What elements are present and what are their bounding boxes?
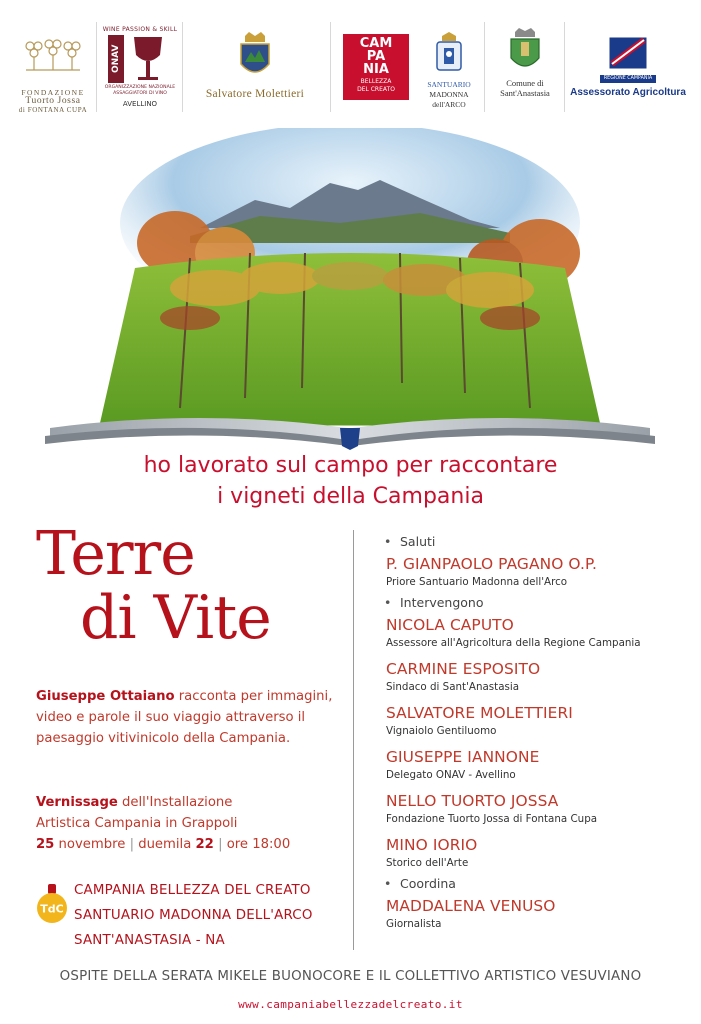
tagline	[0, 450, 701, 512]
fondazione-line2: Tuorto Jossa	[25, 96, 81, 106]
title-line2: di Vite	[80, 583, 271, 653]
santuario-l2: MADONNA	[429, 90, 469, 99]
santuario-l1: SANTUARIO	[427, 80, 471, 89]
description-text: racconta per immagini, video e parole il suo viaggio attraverso il paesaggio vitivinicolo della Campania.	[36, 689, 333, 746]
speaker-role: Sindaco di Sant'Anastasia	[386, 681, 520, 693]
sponsor-divider	[564, 22, 565, 112]
comune-logo	[488, 14, 562, 118]
campania-sub1: BELLEZZA	[360, 78, 392, 85]
event-date: 25 novembre | duemila 22 | ore 18:00	[36, 837, 291, 852]
speaker-role: Fondazione Tuorto Jossa di Fontana Cupa	[386, 813, 598, 825]
venue-block	[36, 878, 346, 958]
venue-line2: SANTUARIO MADONNA DELL'ARCO	[74, 908, 313, 923]
tagline-line1: ho lavorato sul campo per raccontare	[143, 453, 558, 478]
fondazione-line3: di FONTANA CUPA	[18, 106, 88, 114]
date-year-prefix: duemila	[134, 837, 196, 852]
event-title	[36, 519, 336, 653]
onav-top: WINE PASSION & SKILL	[102, 26, 178, 33]
speaker-name: CARMINE ESPOSITO	[386, 660, 541, 678]
tagline-line2: i vigneti della Campania	[217, 484, 484, 509]
section-saluti: • Saluti	[384, 534, 436, 549]
column-divider	[353, 530, 354, 950]
section-intervengono-label: Intervengono	[400, 595, 484, 610]
program-list	[386, 531, 686, 939]
onav-brand: ONAV	[108, 35, 124, 83]
santuario-logo	[418, 14, 480, 118]
book-landscape-image	[40, 128, 660, 458]
section-coordina: • Coordina	[384, 876, 456, 891]
vernissage-label: Vernissage	[36, 795, 118, 810]
campania-l3: NIA	[363, 62, 389, 77]
wine-glass-icon	[128, 35, 168, 85]
coordinator-name: MADDALENA VENUSO	[386, 897, 556, 915]
campania-sub2: DEL CREATO	[357, 86, 395, 93]
speaker-name: GIUSEPPE IANNONE	[386, 748, 540, 766]
santuario-crest-icon	[432, 32, 466, 76]
tdc-logo	[36, 884, 68, 924]
campania-l2: PA	[366, 49, 386, 64]
onav-logo	[100, 14, 180, 118]
section-coordina-label: Coordina	[400, 876, 456, 891]
sponsor-divider	[330, 22, 331, 112]
guest-line: OSPITE DELLA SERATA MIKELE BUONOCORE E IL COLLETTIVO ARTISTICO VESUVIANO	[59, 969, 642, 984]
comune-l1: Comune di	[506, 78, 544, 88]
santuario-l3: dell'ARCO	[432, 100, 466, 109]
event-description	[36, 686, 346, 749]
date-year: 22	[195, 837, 214, 852]
tdc-logo-text: TdC	[40, 902, 64, 916]
sponsor-divider	[484, 22, 485, 112]
fondazione-logo	[10, 14, 96, 118]
fondazione-line1: FONDAZIONE	[21, 88, 85, 97]
onav-sub1: ORGANIZZAZIONE NAZIONALE	[104, 85, 176, 90]
event-time: ore 18:00	[222, 837, 291, 852]
onav-city: AVELLINO	[122, 100, 158, 108]
speaker-name: MINO IORIO	[386, 836, 478, 854]
speaker-name: NELLO TUORTO JOSSA	[386, 792, 559, 810]
venue-line1: CAMPANIA BELLEZZA DEL CREATO	[74, 883, 311, 898]
section-intervengono: • Intervengono	[384, 595, 484, 610]
vernissage-info	[36, 792, 356, 855]
onav-sub2: ASSAGGIATORI DI VINO	[113, 91, 167, 96]
tdc-icon	[36, 884, 68, 924]
regione-badge: REGIONE CAMPANIA	[600, 75, 656, 83]
speaker-role: Assessore all'Agricoltura della Regione Campania	[386, 637, 641, 649]
venue-line3: SANT'ANASTASIA - NA	[74, 933, 225, 948]
campania-logo	[340, 14, 412, 118]
vernissage-text1: dell'Installazione	[117, 795, 233, 810]
molettieri-logo	[184, 14, 326, 118]
sponsor-divider	[96, 22, 97, 112]
sponsor-bar	[0, 14, 701, 122]
speaker-role: Delegato ONAV - Avellino	[386, 769, 516, 781]
molettieri-name: Salvatore Molettieri	[205, 88, 305, 100]
speaker-role: Storico dell'Arte	[386, 857, 469, 869]
website-link[interactable]: www.campaniabellezzadelcreato.it	[238, 998, 463, 1011]
title-line1: Terre	[36, 519, 195, 589]
speaker-role: Priore Santuario Madonna dell'Arco	[386, 576, 568, 588]
comune-crest-icon	[507, 28, 543, 74]
section-saluti-label: Saluti	[400, 534, 436, 549]
date-day: 25	[36, 837, 55, 852]
vernissage-text2: Artistica Campania in Grappoli	[36, 816, 238, 831]
comune-l2: Sant'Anastasia	[500, 88, 550, 98]
speaker-name: NICOLA CAPUTO	[386, 616, 514, 634]
date-month: novembre	[54, 837, 126, 852]
speaker-role: Vignaiolo Gentiluomo	[386, 725, 497, 737]
coordinator-role: Giornalista	[386, 918, 442, 930]
regione-crest-icon	[608, 36, 648, 70]
speaker-name: P. GIANPAOLO PAGANO O.P.	[386, 555, 597, 573]
regione-label: Assessorato Agricoltura	[570, 87, 686, 98]
sponsor-divider	[182, 22, 183, 112]
regione-logo	[566, 14, 690, 118]
speaker-name: SALVATORE MOLETTIERI	[386, 704, 573, 722]
author-name: Giuseppe Ottaiano	[36, 689, 175, 704]
crest-icon	[237, 32, 273, 82]
campania-l1: CAM	[359, 36, 393, 51]
grape-icon	[18, 36, 88, 82]
